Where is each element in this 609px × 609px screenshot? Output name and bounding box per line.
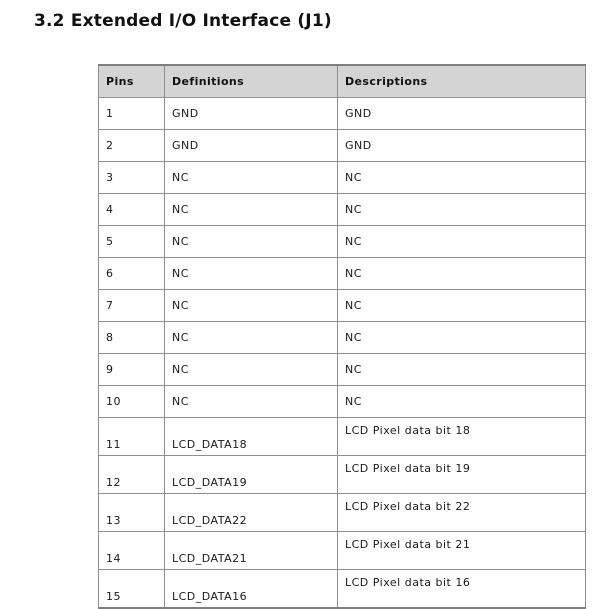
description-cell: LCD Pixel data bit 21	[338, 532, 586, 570]
definition-cell: NC	[165, 258, 338, 290]
table-row	[99, 98, 586, 130]
header-definitions: Definitions	[165, 65, 338, 98]
description-cell: NC	[338, 162, 586, 194]
description-cell: GND	[338, 130, 586, 162]
table-row	[99, 418, 586, 456]
pin-number-cell: 7	[99, 290, 165, 322]
table-row	[99, 322, 586, 354]
table-row	[99, 532, 586, 570]
pin-number-cell: 9	[99, 354, 165, 386]
definition-cell: NC	[165, 322, 338, 354]
pin-number-cell: 5	[99, 226, 165, 258]
table-row	[99, 130, 586, 162]
definition-cell: LCD_DATA21	[165, 532, 338, 570]
pin-number-cell: 12	[99, 456, 165, 494]
description-cell: NC	[338, 226, 586, 258]
definition-cell: LCD_DATA18	[165, 418, 338, 456]
description-cell: GND	[338, 98, 586, 130]
description-cell: NC	[338, 386, 586, 418]
pin-number-cell: 14	[99, 532, 165, 570]
description-cell: NC	[338, 290, 586, 322]
table-row	[99, 456, 586, 494]
definition-cell: LCD_DATA16	[165, 570, 338, 609]
definition-cell: NC	[165, 290, 338, 322]
header-pins: Pins	[99, 65, 165, 98]
pin-number-cell: 1	[99, 98, 165, 130]
header-descriptions: Descriptions	[338, 65, 586, 98]
table-row	[99, 194, 586, 226]
description-cell: NC	[338, 322, 586, 354]
description-cell: NC	[338, 258, 586, 290]
definition-cell: NC	[165, 162, 338, 194]
description-cell: LCD Pixel data bit 19	[338, 456, 586, 494]
table-row	[99, 226, 586, 258]
pin-number-cell: 10	[99, 386, 165, 418]
pin-number-cell: 2	[99, 130, 165, 162]
pin-number-cell: 3	[99, 162, 165, 194]
definition-cell: NC	[165, 354, 338, 386]
description-cell: NC	[338, 354, 586, 386]
pin-number-cell: 8	[99, 322, 165, 354]
definition-cell: LCD_DATA19	[165, 456, 338, 494]
table-row	[99, 354, 586, 386]
definition-cell: NC	[165, 386, 338, 418]
pin-table-body	[99, 98, 586, 609]
definition-cell: GND	[165, 98, 338, 130]
pin-number-cell: 4	[99, 194, 165, 226]
description-cell: LCD Pixel data bit 16	[338, 570, 586, 609]
pin-table	[98, 64, 586, 609]
description-cell: LCD Pixel data bit 18	[338, 418, 586, 456]
definition-cell: LCD_DATA22	[165, 494, 338, 532]
pin-table-header	[99, 65, 586, 98]
description-cell: LCD Pixel data bit 22	[338, 494, 586, 532]
table-row	[99, 258, 586, 290]
table-row	[99, 570, 586, 609]
pin-number-cell: 15	[99, 570, 165, 609]
section-heading: 3.2 Extended I/O Interface (J1)	[34, 11, 332, 31]
pin-number-cell: 13	[99, 494, 165, 532]
definition-cell: NC	[165, 226, 338, 258]
table-row	[99, 494, 586, 532]
table-row	[99, 162, 586, 194]
header-row	[99, 65, 586, 98]
description-cell: NC	[338, 194, 586, 226]
table-row	[99, 290, 586, 322]
definition-cell: GND	[165, 130, 338, 162]
pin-number-cell: 11	[99, 418, 165, 456]
definition-cell: NC	[165, 194, 338, 226]
pin-number-cell: 6	[99, 258, 165, 290]
table-row	[99, 386, 586, 418]
